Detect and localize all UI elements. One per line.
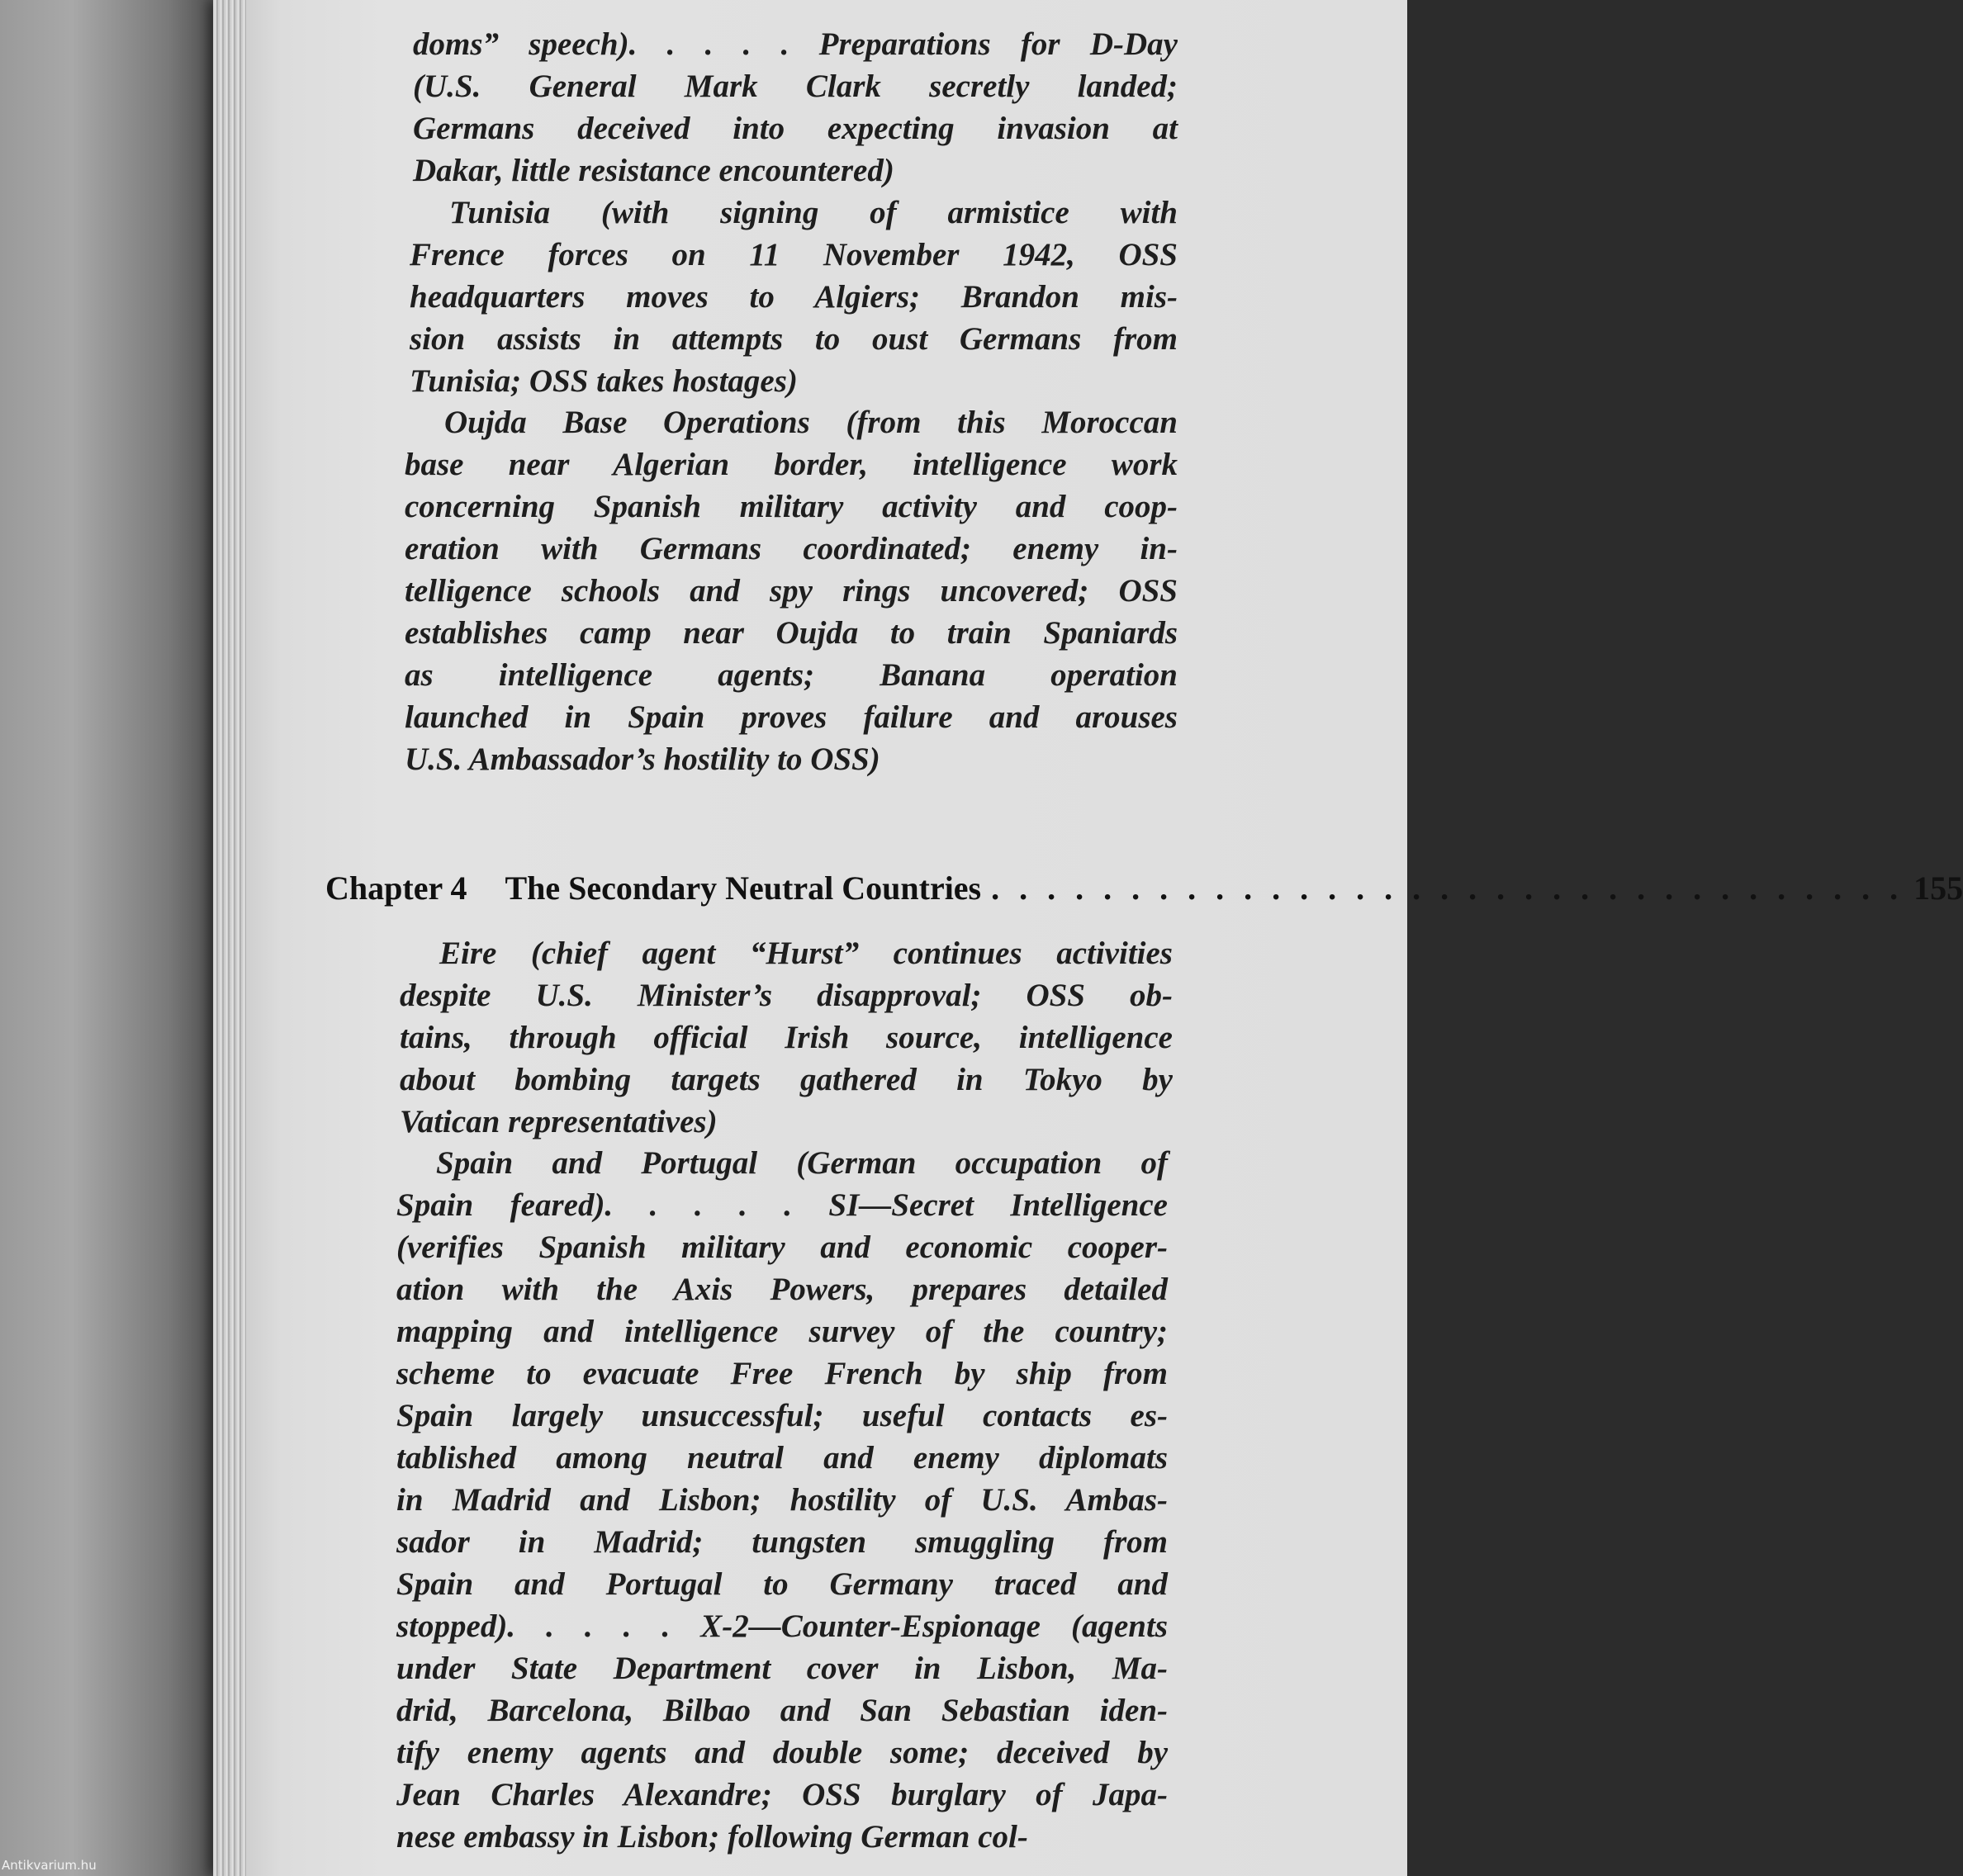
text-line: about bombing targets gathered in Tokyo by [400,1062,1173,1097]
chapter-heading [325,863,1963,912]
text-line: Oujda Base Operations (from this Moroccan [444,405,1178,440]
text-line: Spain largely unsuccessful; useful contacts es- [396,1398,1168,1433]
text-line: (verifies Spanish military and economic cooper- [396,1229,1168,1265]
text-line: eration with Germans coordinated; enemy in- [405,531,1178,566]
text-line: doms” speech). . . . . Preparations for D-Day [413,26,1178,62]
text-line: tablished among neutral and enemy diplomats [396,1440,1168,1476]
text-line: nese embassy in Lisbon; following German col- [396,1819,1028,1855]
text-line: launched in Spain proves failure and arouses [405,699,1178,735]
text-line: ation with the Axis Powers, prepares detailed [396,1272,1168,1307]
chapter-page-number: 155 [1913,869,1963,907]
text-line: base near Algerian border, intelligence work [405,447,1178,482]
text-line: Tunisia (with signing of armistice with [449,195,1178,230]
background-wall [0,0,239,1876]
text-line: in Madrid and Lisbon; hostility of U.S. Ambas- [396,1482,1168,1518]
text-line: Spain feared). . . . . SI—Secret Intelligence [396,1187,1168,1223]
chapter-leader-dots: . . . . . . . . . . . . . . . . . . . . . . . . . . . . . . . . . [991,869,1904,907]
text-line: scheme to evacuate Free French by ship from [396,1356,1168,1391]
text-line: sador in Madrid; tungsten smuggling from [396,1524,1168,1560]
paragraph-eire [400,932,1173,1143]
text-line: Frence forces on 11 November 1942, OSS [410,237,1178,272]
text-line: stopped). . . . . X-2—Counter-Espionage (agents [396,1608,1168,1644]
watermark: Antikvarium.hu [2,1858,97,1873]
text-line: drid, Barcelona, Bilbao and San Sebastian iden- [396,1693,1168,1728]
text-line: (U.S. General Mark Clark secretly landed; [413,69,1178,104]
book-page-edges [213,0,249,1876]
text-line: Eire (chief agent “Hurst” continues activities [439,936,1173,971]
text-line: Jean Charles Alexandre; OSS burglary of Japa- [396,1777,1168,1812]
chapter-title: The Secondary Neutral Countries [505,869,982,907]
text-line: Vatican representatives) [400,1104,718,1139]
paragraph-oujda [405,401,1178,780]
text-line: telligence schools and spy rings uncovered; OSS [405,573,1178,609]
text-line: headquarters moves to Algiers; Brandon mis- [410,279,1178,315]
text-line: Spain and Portugal to Germany traced and [396,1566,1168,1602]
text-line: sion assists in attempts to oust Germans from [410,321,1178,357]
text-line: concerning Spanish military activity and coop- [405,489,1178,524]
chapter-number: Chapter 4 [325,869,467,907]
text-line: as intelligence agents; Banana operation [405,657,1178,693]
text-line: U.S. Ambassador’s hostility to OSS) [405,741,880,777]
text-line: tify enemy agents and double some; deceived by [396,1735,1168,1770]
text-line: mapping and intelligence survey of the country; [396,1314,1168,1349]
text-line: despite U.S. Minister’s disapproval; OSS ob- [400,978,1173,1013]
paragraph-tunisia [410,192,1178,402]
paragraph-spain [396,1142,1168,1858]
text-line: under State Department cover in Lisbon, Ma- [396,1651,1168,1686]
text-line: Germans deceived into expecting invasion at [413,111,1178,146]
text-line: Spain and Portugal (German occupation of [436,1145,1168,1181]
text-line: Dakar, little resistance encountered) [413,153,894,188]
text-line: Tunisia; OSS takes hostages) [410,363,798,399]
text-line: establishes camp near Oujda to train Spaniards [405,615,1178,651]
text-line: tains, through official Irish source, intelligence [400,1020,1173,1055]
paragraph-dday [413,23,1178,192]
